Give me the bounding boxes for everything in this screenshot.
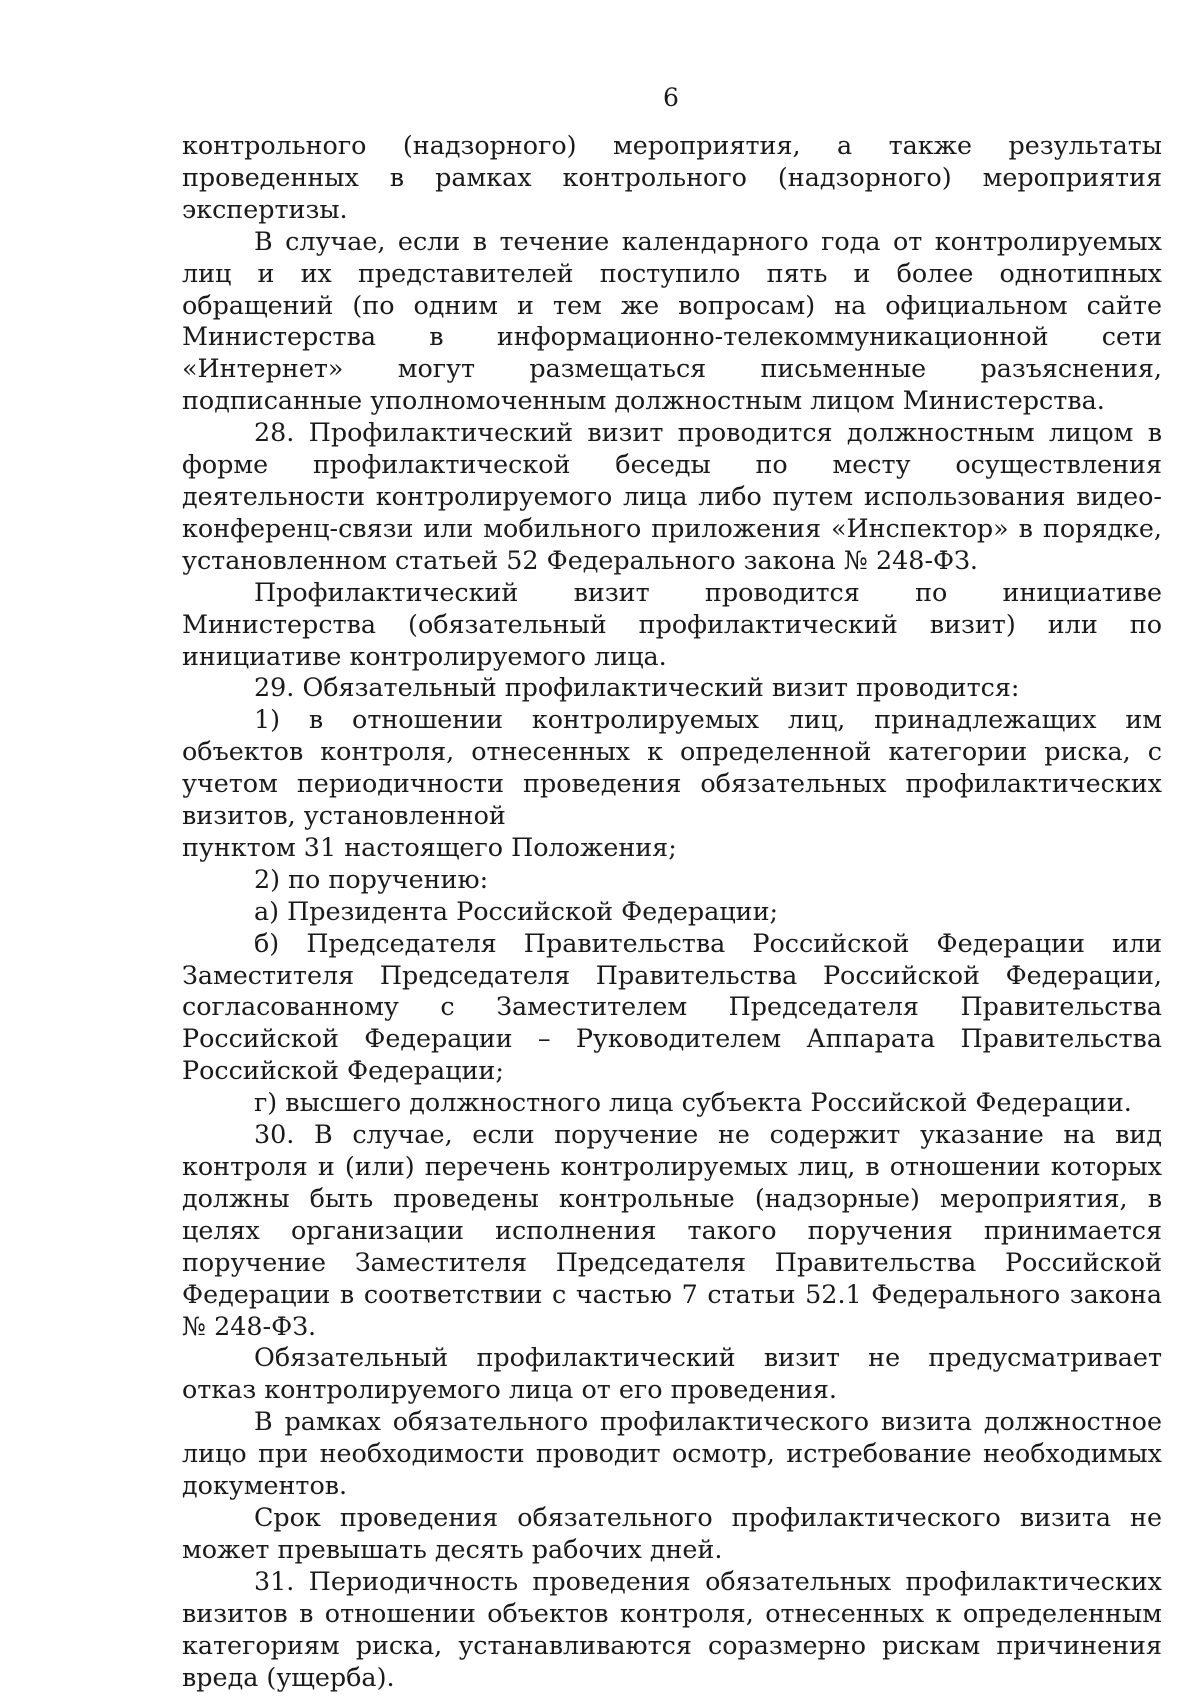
paragraph-duration: Срок проведения обязательного профилактического визита не может превышать десять рабочих дней. (182, 1501, 1162, 1564)
paragraph-clarifications: В случае, если в течение календарного года от контролируемых лиц и их представителей поступило пять и более однотипных обращений (по одним и тем же вопросам) на официальном сайте Министерства в информационно-телекоммуникационной сети «Интернет» могут размещаться письменные разъяснения, подписанные уполномоченным должностным лицом Министерства. (182, 225, 1162, 416)
paragraph-30: 30. В случае, если поручение не содержит указание на вид контроля и (или) перечень контролируемых лиц, в отношении которых должны быть проведены контрольные (надзорные) мероприятия, в целях организации исполнения такого поручения принимается поручение Заместителя Председателя Правительства Российской Федерации в соответствии с частью 7 статьи 52.1 Федерального закона № 248-ФЗ. (182, 1119, 1162, 1341)
paragraph-inspection: В рамках обязательного профилактического визита должностное лицо при необходимости проводит осмотр, истребование необходимых документов. (182, 1406, 1162, 1501)
paragraph-28: 28. Профилактический визит проводится должностным лицом в форме профилактической беседы по месту осуществления деятельности контролируемого лица либо путем использования видео-конференц-связи или мобильного приложения «Инспектор» в порядке, установленном статьей 52 Федерального закона № 248-ФЗ. (182, 417, 1162, 575)
list-item-29-1: 1) в отношении контролируемых лиц, принадлежащих им объектов контроля, отнесенных к определенной категории риска, с учетом периодичности проведения обязательных профилактических визитов, установленной (182, 704, 1162, 831)
list-item-29-1-continuation: пунктом 31 настоящего Положения; (182, 831, 677, 862)
list-item-29-2-g: г) высшего должностного лица субъекта Российской Федерации. (254, 1087, 1132, 1118)
paragraph-no-refusal: Обязательный профилактический визит не предусматривает отказ контролируемого лица от его проведения. (182, 1342, 1162, 1405)
paragraph-31: 31. Периодичность проведения обязательных профилактических визитов в отношении объектов контроля, отнесенных к определенным категориям риска, устанавливаются соразмерно рискам причинения вреда (ущерба). (182, 1565, 1162, 1692)
document-body (182, 130, 1162, 1693)
list-item-29-2-a: а) Президента Российской Федерации; (254, 895, 779, 926)
list-item-29-2: 2) по поручению: (254, 863, 489, 894)
page-number: 6 (663, 83, 679, 112)
paragraph-continuation: контрольного (надзорного) мероприятия, а также результаты проведенных в рамках контрольного (надзорного) мероприятия экспертизы. (182, 130, 1162, 224)
paragraph-visit-initiative: Профилактический визит проводится по инициативе Министерства (обязательный профилактический визит) или по инициативе контролируемого лица. (182, 576, 1162, 671)
list-item-29-2-b: б) Председателя Правительства Российской Федерации или Заместителя Председателя Правительства Российской Федерации, согласованному с Заместителем Председателя Правительства Российской Федерации – Руководителем Аппарата Правительства Российской Федерации; (182, 927, 1162, 1086)
paragraph-29: 29. Обязательный профилактический визит проводится: (254, 672, 1020, 703)
